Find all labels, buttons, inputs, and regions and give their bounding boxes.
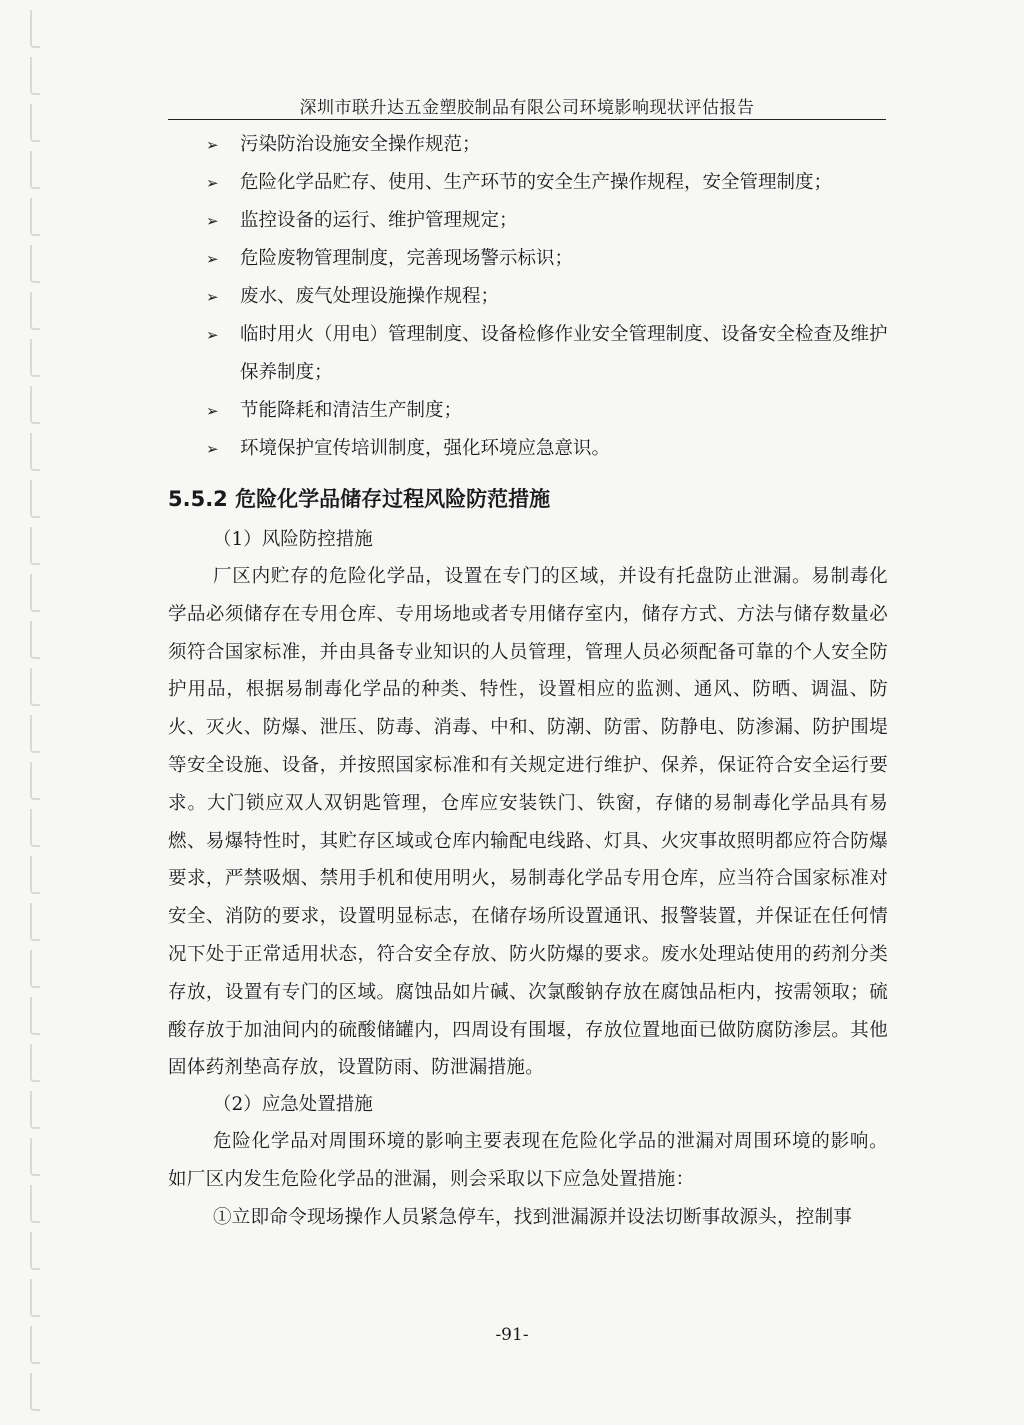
binding-tick [30, 715, 40, 753]
binding-tick [30, 856, 40, 894]
binding-tick [30, 198, 40, 236]
binding-tick [30, 574, 40, 612]
binding-tick [30, 1232, 40, 1270]
subheading-risk-control: （1）风险防控措施 [213, 529, 373, 550]
binding-tick [30, 950, 40, 988]
binding-tick [30, 621, 40, 659]
binding-tick [30, 1185, 40, 1223]
binding-tick [30, 903, 40, 941]
binding-tick [30, 1044, 40, 1082]
binding-tick [30, 762, 40, 800]
bullet-item: ➢ 监控设备的运行、维护管理规定； [168, 202, 888, 240]
arrow-bullet-icon: ➢ [206, 402, 219, 420]
bullet-item: ➢ 环境保护宣传培训制度，强化环境应急意识。 [168, 430, 888, 468]
page-number: -91- [495, 1325, 529, 1345]
binding-marks [30, 0, 44, 1425]
arrow-bullet-icon: ➢ [206, 250, 219, 268]
binding-tick [30, 527, 40, 565]
binding-tick [30, 292, 40, 330]
binding-tick [30, 104, 40, 142]
binding-tick [30, 1279, 40, 1317]
bullet-item: ➢ 临时用火（用电）管理制度、设备检修作业安全管理制度、设备安全检查及维护保养制度； [168, 316, 888, 392]
paragraph-emergency-intro: 危险化学品对周围环境的影响主要表现在危险化学品的泄漏对周围环境的影响。如厂区内发生危险化学品的泄漏，则会采取以下应急处置措施： [168, 1131, 888, 1190]
bullet-item: ➢ 危险废物管理制度，完善现场警示标识； [168, 240, 888, 278]
binding-tick [30, 433, 40, 471]
binding-tick [30, 997, 40, 1035]
bullet-item: ➢ 危险化学品贮存、使用、生产环节的安全生产操作规程，安全管理制度； [168, 164, 888, 202]
section-title: 5.5.2 危险化学品储存过程风险防范措施 [168, 487, 551, 511]
binding-tick [30, 1138, 40, 1176]
binding-tick [30, 1373, 40, 1411]
bullet-item: ➢ 污染防治设施安全操作规范； [168, 126, 888, 164]
paragraph-emergency-step1: ①立即命令现场操作人员紧急停车，找到泄漏源并设法切断事故源头，控制事 [213, 1206, 853, 1228]
arrow-bullet-icon: ➢ [206, 174, 219, 192]
paragraph-risk-control: 厂区内贮存的危险化学品，设置在专门的区域，并设有托盘防止泄漏。易制毒化学品必须储存在专用仓库、专用场地或者专用储存室内，储存方式、方法与储存数量必须符合国家标准，并由具备专业知识的人员管理，管理人员必须配备可靠的个人安全防护用品，根据易制毒化学品的种类、特性，设置相应的监测、通风、防晒、调温、防火、灭火、防爆、泄压、防毒、消毒、中和、防潮、防雷、防静电、防渗漏、防护围堤等安全设施、设备，并按照国家标准和有关规定进行维护、保养，保证符合安全运行要求。大门锁应双人双钥匙管理，仓库应安装铁门、铁窗，存储的易制毒化学品具有易燃、易爆特性时，其贮存区域或仓库内输配电线路、灯具、火灾事故照明都应符合防爆要求，严禁吸烟、禁用手机和使用明火，易制毒化学品专用仓库，应当符合国家标准对安全、消防的要求，设置明显标志，在储存场所设置通讯、报警装置，并保证在任何情况下处于正常适用状态，符合安全存放、防火防爆的要求。废水处理站使用的药剂分类存放，设置有专门的区域。腐蚀品如片碱、次氯酸钠存放在腐蚀品柜内，按需领取；硫酸存放于加油间内的硫酸储罐内，四周设有围堰，存放位置地面已做防腐防渗层。其他固体药剂垫高存放，设置防雨、防泄漏措施。 [168, 566, 888, 1079]
bullet-item: ➢ 节能降耗和清洁生产制度； [168, 392, 888, 430]
binding-tick [30, 386, 40, 424]
arrow-bullet-icon: ➢ [206, 440, 219, 458]
running-header: 深圳市联升达五金塑胶制品有限公司环境影响现状评估报告 [299, 98, 755, 118]
binding-tick [30, 151, 40, 189]
binding-tick [30, 480, 40, 518]
binding-tick [30, 57, 40, 95]
subheading-emergency: （2）应急处置措施 [213, 1094, 373, 1116]
arrow-bullet-icon: ➢ [206, 212, 219, 230]
header-rule [168, 119, 886, 120]
arrow-bullet-icon: ➢ [206, 288, 219, 306]
bullet-item: ➢ 废水、废气处理设施操作规程； [168, 278, 888, 316]
arrow-bullet-icon: ➢ [206, 136, 219, 154]
binding-tick [30, 1091, 40, 1129]
arrow-bullet-icon: ➢ [206, 326, 219, 344]
binding-tick [30, 10, 40, 48]
binding-tick [30, 245, 40, 283]
binding-tick [30, 668, 40, 706]
binding-tick [30, 809, 40, 847]
binding-tick [30, 339, 40, 377]
page-content [168, 126, 888, 1237]
